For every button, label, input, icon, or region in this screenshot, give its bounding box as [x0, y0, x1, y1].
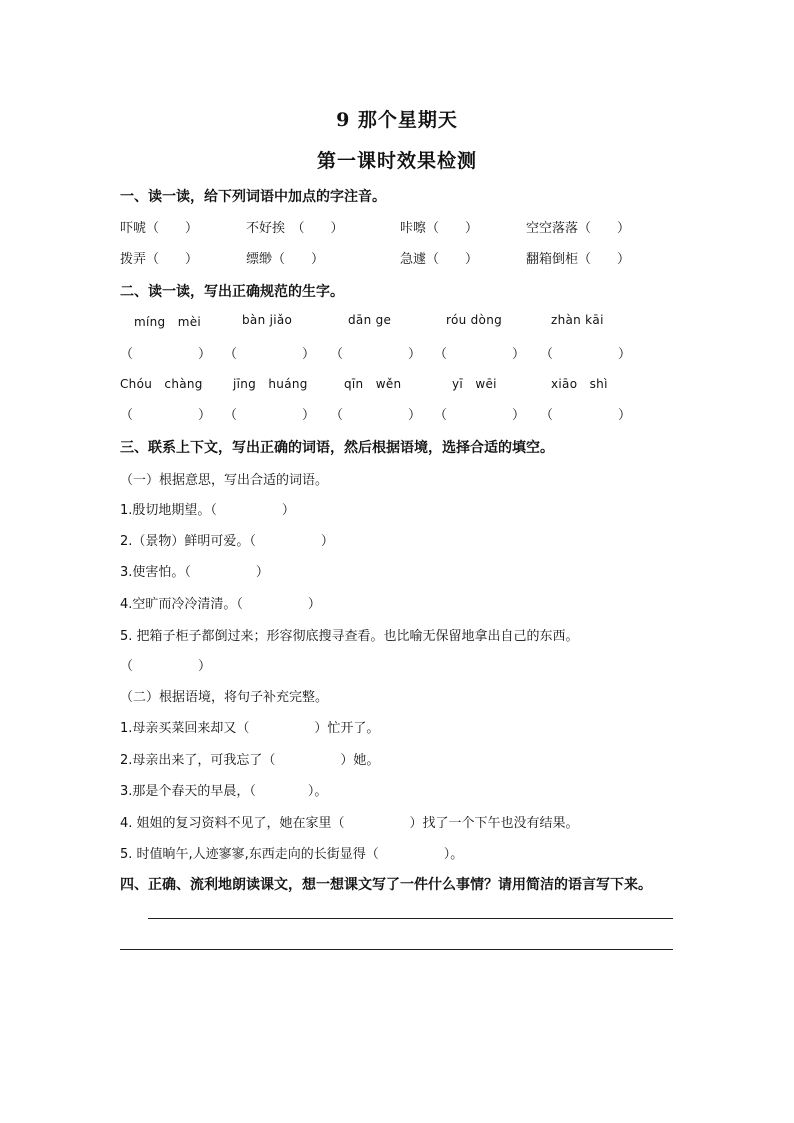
pinyin-item: 空空落落（ ） [526, 221, 631, 236]
question-item: 2.母亲出来了，可我忘了（ ）她。 [120, 753, 380, 768]
question-item: 4.空旷而冷冷清清。（ ） [120, 597, 321, 612]
pinyin-item: 咔嚓（ ） [400, 221, 479, 236]
pinyin-prompt: qīn wěn [344, 377, 402, 391]
answer-line[interactable] [148, 918, 673, 919]
answer-blank[interactable]: （ ） [330, 408, 422, 423]
section-4-heading: 四、正确、流利地朗读课文，想一想课文写了一件什么事情？请用简洁的语言写下来。 [120, 877, 652, 893]
lesson-title: 9 那个星期天 [336, 109, 458, 131]
pinyin-prompt: xiāo shì [551, 377, 608, 391]
subsection-title: （二）根据语境，将句子补充完整。 [120, 690, 329, 705]
question-item: 5. 把箱子柜子都倒过来；形容彻底搜寻查看。也比喻无保留地拿出自己的东西。 [120, 629, 579, 644]
question-item: 3.使害怕。（ ） [120, 565, 269, 580]
pinyin-item: 急遽（ ） [400, 252, 479, 267]
answer-blank[interactable]: （ ） [120, 659, 212, 674]
answer-blank[interactable]: （ ） [120, 408, 212, 423]
pinyin-prompt: zhàn kāi [551, 313, 604, 327]
answer-blank[interactable]: （ ） [224, 347, 316, 362]
answer-line[interactable] [120, 949, 673, 950]
pinyin-item: 缥缈（ ） [246, 252, 325, 267]
pinyin-item: 不好挨 （ ） [246, 221, 344, 236]
question-item: 1.母亲买菜回来却又（ ）忙开了。 [120, 721, 380, 736]
answer-blank[interactable]: （ ） [540, 347, 632, 362]
pinyin-prompt: róu dòng [446, 313, 503, 327]
answer-blank[interactable]: （ ） [434, 347, 526, 362]
section-3-heading: 三、联系上下文，写出正确的词语，然后根据语境，选择合适的填空。 [120, 440, 554, 456]
pinyin-prompt: Chóu chàng [120, 377, 203, 391]
pinyin-item: 拨弄（ ） [120, 252, 199, 267]
lesson-subtitle: 第一课时效果检测 [316, 150, 477, 172]
question-item: 5. 时值晌午,人迹寥寥,东西走向的长街显得（ ）。 [120, 847, 464, 862]
pinyin-prompt: bàn jiǎo [242, 313, 293, 327]
section-1-heading: 一、读一读，给下列词语中加点的字注音。 [120, 189, 386, 205]
question-item: 3.那是个春天的早晨，（ ）。 [120, 784, 328, 799]
pinyin-item: 吓唬（ ） [120, 221, 199, 236]
subsection-title: （一）根据意思，写出合适的词语。 [120, 473, 329, 488]
question-item: 1.殷切地期望。（ ） [120, 503, 295, 518]
answer-blank[interactable]: （ ） [224, 408, 316, 423]
question-item: 4. 姐姐的复习资料不见了，她在家里（ ）找了一个下午也没有结果。 [120, 816, 579, 831]
pinyin-prompt: míng mèi [134, 315, 202, 329]
pinyin-prompt: dān ge [348, 313, 392, 327]
question-item: 2.（景物）鲜明可爱。（ ） [120, 534, 334, 549]
answer-blank[interactable]: （ ） [540, 408, 632, 423]
answer-blank[interactable]: （ ） [434, 408, 526, 423]
answer-blank[interactable]: （ ） [330, 347, 422, 362]
pinyin-item: 翻箱倒柜（ ） [526, 252, 631, 267]
answer-blank[interactable]: （ ） [120, 347, 212, 362]
pinyin-prompt: jīng huáng [233, 377, 308, 391]
section-2-heading: 二、读一读，写出正确规范的生字。 [120, 284, 344, 300]
pinyin-prompt: yī wēi [452, 377, 497, 391]
